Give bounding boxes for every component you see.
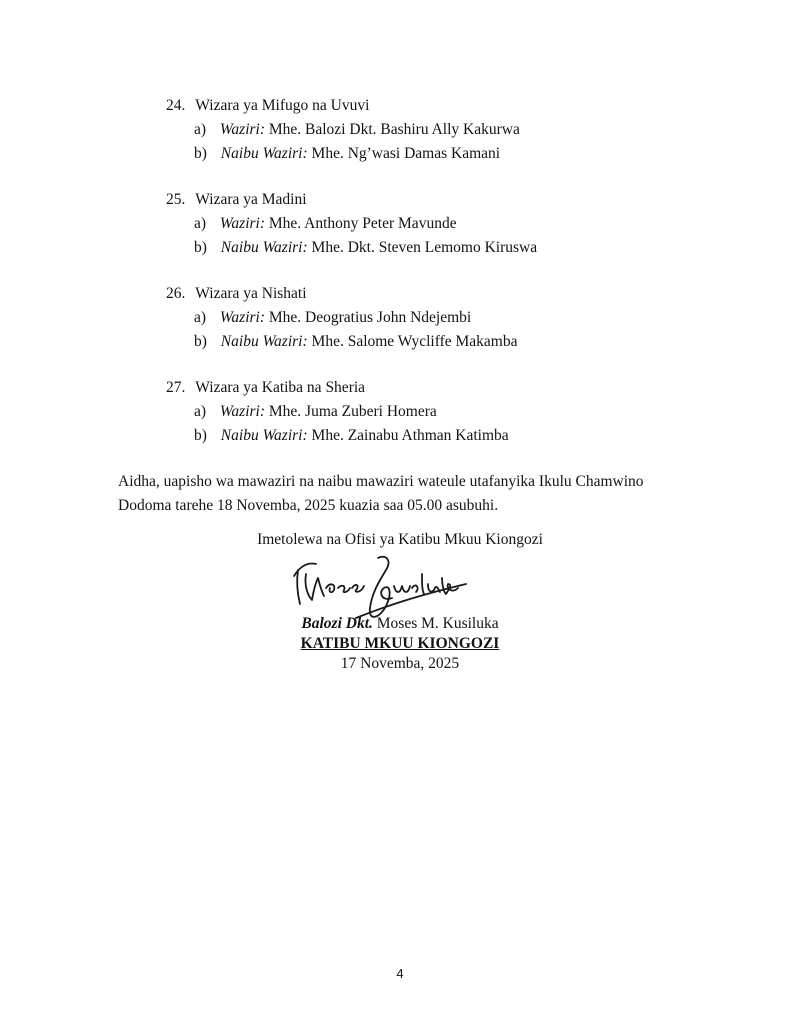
section-heading: [166, 284, 307, 304]
page-number: 4: [396, 966, 404, 981]
section-heading: [166, 378, 365, 398]
item-marker: a): [194, 215, 207, 232]
section-number: 26.: [166, 285, 186, 302]
item-name: Mhe. Zainabu Athman Katimba: [311, 427, 509, 444]
list-item: [194, 402, 437, 422]
item-role: Waziri:: [219, 215, 265, 232]
issued-by: Imetolewa na Ofisi ya Katibu Mkuu Kiongozi: [257, 531, 543, 548]
item-name: Mhe. Salome Wycliffe Makamba: [311, 333, 518, 350]
item-marker: b): [194, 239, 207, 256]
item-marker: b): [194, 333, 207, 350]
list-item: [194, 214, 457, 234]
paragraph-line: Dodoma tarehe 18 Novemba, 2025 kuazia saa 05.00 asubuhi.: [118, 497, 499, 514]
section-title: Wizara ya Mifugo na Uvuvi: [195, 97, 370, 114]
list-item: [194, 120, 520, 140]
list-item: [194, 426, 509, 446]
item-name: Mhe. Juma Zuberi Homera: [268, 403, 437, 420]
signatory-name-line: [240, 614, 560, 634]
item-role: Naibu Waziri:: [220, 239, 308, 256]
item-name: Mhe. Deogratius John Ndejembi: [268, 309, 472, 326]
section-title: Wizara ya Katiba na Sheria: [195, 379, 366, 396]
item-role: Naibu Waziri:: [220, 145, 308, 162]
signatory-date: 17 Novemba, 2025: [340, 655, 460, 672]
section-title: Wizara ya Madini: [195, 191, 307, 208]
item-role: Waziri:: [219, 121, 265, 138]
list-item: [194, 144, 500, 164]
signatory-name: Moses M. Kusiluka: [376, 615, 499, 632]
list-item: [194, 238, 537, 258]
signatory-prefix: Balozi Dkt.: [301, 615, 373, 632]
item-name: Mhe. Balozi Dkt. Bashiru Ally Kakurwa: [268, 121, 520, 138]
section-number: 24.: [166, 97, 186, 114]
section-number: 25.: [166, 191, 186, 208]
item-role: Naibu Waziri:: [220, 333, 308, 350]
item-role: Waziri:: [219, 309, 265, 326]
item-name: Mhe. Dkt. Steven Lemomo Kiruswa: [311, 239, 538, 256]
item-marker: a): [194, 121, 207, 138]
section-number: 27.: [166, 379, 186, 396]
paragraph-line: Aidha, uapisho wa mawaziri na naibu mawaziri wateule utafanyika Ikulu Chamwino: [118, 473, 644, 490]
item-marker: a): [194, 403, 207, 420]
item-role: Naibu Waziri:: [220, 427, 308, 444]
item-role: Waziri:: [219, 403, 265, 420]
section-title: Wizara ya Nishati: [195, 285, 307, 302]
section-heading: [166, 190, 307, 210]
item-name: Mhe. Anthony Peter Mavunde: [268, 215, 457, 232]
item-name: Mhe. Ng’wasi Damas Kamani: [311, 145, 501, 162]
section-heading: [166, 96, 369, 116]
list-item: [194, 332, 518, 352]
item-marker: b): [194, 145, 207, 162]
signatory-title: KATIBU MKUU KIONGOZI: [300, 635, 500, 652]
item-marker: a): [194, 309, 207, 326]
item-marker: b): [194, 427, 207, 444]
list-item: [194, 308, 471, 328]
